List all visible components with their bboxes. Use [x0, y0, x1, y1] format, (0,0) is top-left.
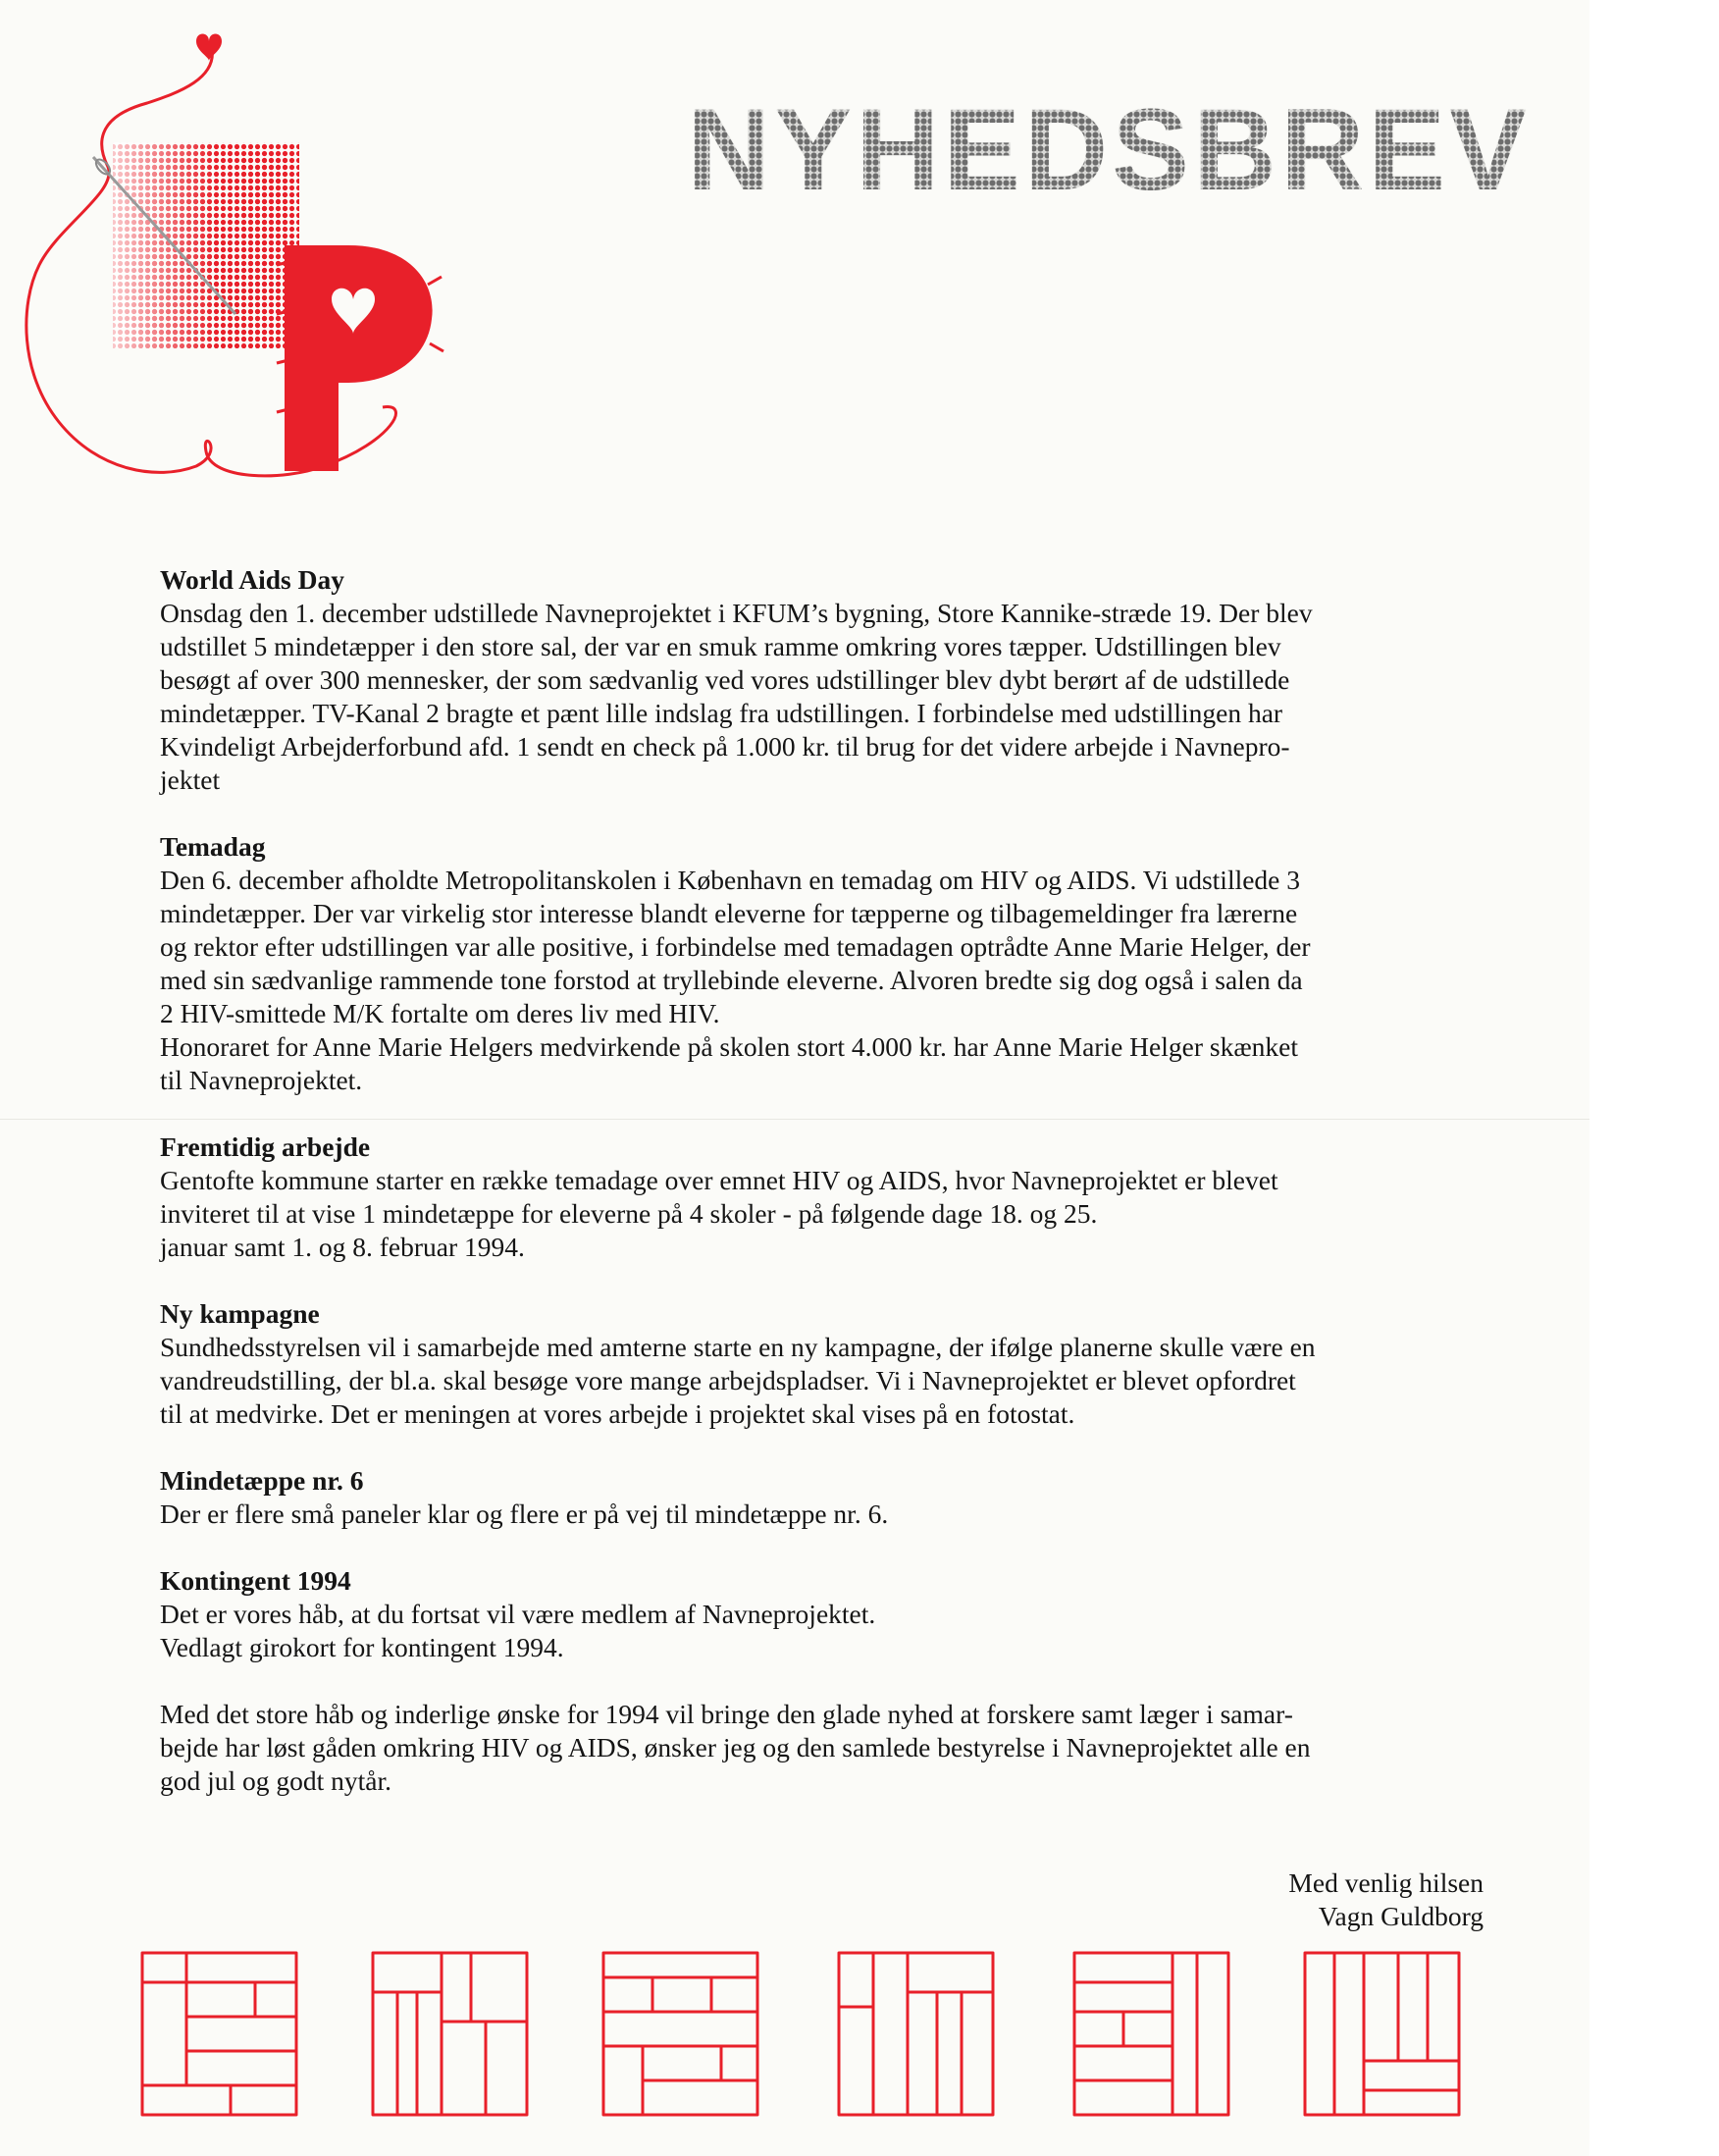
signature-name: Vagn Guldborg — [1318, 1901, 1484, 1931]
text-line: januar samt 1. og 8. februar 1994. — [160, 1232, 525, 1262]
quilt-icon — [142, 1953, 296, 2115]
text-line: Sundhedsstyrelsen vil i samarbejde med amterne starte en ny kampagne, der ifølge planerne skulle være en — [160, 1332, 1316, 1362]
section-heading: Ny kampagne — [160, 1298, 320, 1329]
signature-greeting: Med venlig hilsen — [1288, 1867, 1484, 1898]
text-line: til at medvirke. Det er meningen at vores arbejde i projektet skal vises på en fotostat. — [160, 1398, 1075, 1429]
text-line: og rektor efter udstillingen var alle positive, i forbindelse med temadagen optrådte Anne Marie Helger, der — [160, 931, 1311, 962]
section-text — [160, 1498, 1486, 1531]
section-kontingent — [160, 1564, 1486, 1664]
section-heading: Fremtidig arbejde — [160, 1131, 371, 1162]
masthead-title: NYHEDSBREV — [687, 85, 1531, 215]
section-fremtidig-arbejde — [160, 1131, 1486, 1264]
scan-edge — [1589, 0, 1719, 2156]
quilt-icon — [839, 1953, 993, 2115]
section-text — [160, 864, 1486, 1097]
quilt-panels-row — [137, 1948, 1511, 2125]
letter-p — [285, 245, 433, 471]
text-line: bejde har løst gåden omkring HIV og AIDS, ønsker jeg og den samlede bestyrelse i Navneprojektet alle en — [160, 1732, 1311, 1762]
heart-top — [196, 34, 222, 62]
section-text — [160, 597, 1486, 797]
newsletter-body — [160, 563, 1486, 1798]
quilt-icon — [373, 1953, 527, 2115]
closing-paragraph — [160, 1698, 1486, 1798]
text-line: udstillet 5 mindetæpper i den store sal, der var en smuk ramme omkring vores tæpper. Udstillingen blev — [160, 631, 1281, 661]
section-text — [160, 1331, 1486, 1431]
quilt-icon — [603, 1953, 757, 2115]
signature-block — [1288, 1867, 1484, 1933]
section-heading: Mindetæppe nr. 6 — [160, 1465, 364, 1496]
text-line: Det er vores håb, at du fortsat vil være medlem af Navneprojektet. — [160, 1599, 876, 1629]
section-text — [160, 1598, 1486, 1664]
np-logo — [0, 20, 451, 530]
text-line: Med det store håb og inderlige ønske for 1994 vil bringe den glade nyhed at forskere samt læger i samar- — [160, 1699, 1293, 1729]
section-text — [160, 1164, 1486, 1264]
section-ny-kampagne — [160, 1297, 1486, 1431]
section-heading: Kontingent 1994 — [160, 1565, 351, 1596]
text-line: med sin sædvanlige rammende tone forstod at tryllebinde eleverne. Alvoren bredte sig dog også i salen da — [160, 965, 1303, 995]
text-line: 2 HIV-smittede M/K fortalte om deres liv med HIV. — [160, 998, 720, 1028]
text-line: Den 6. december afholdte Metropolitanskolen i København en temadag om HIV og AIDS. Vi udstillede 3 — [160, 865, 1301, 895]
text-line: Der er flere små paneler klar og flere er på vej til mindetæppe nr. 6. — [160, 1499, 889, 1529]
text-line: Onsdag den 1. december udstillede Navneprojektet i KFUM’s bygning, Store Kannike-stræde 19. Der blev — [160, 598, 1313, 628]
text-line: jektet — [160, 764, 221, 795]
section-world-aids-day — [160, 563, 1486, 797]
text-line: Vedlagt girokort for kontingent 1994. — [160, 1632, 564, 1662]
quilt-icon — [1074, 1953, 1228, 2115]
text-line: mindetæpper. Der var virkelig stor interesse blandt eleverne for tæpperne og tilbagemeldinger fra lærerne — [160, 898, 1298, 928]
text-line: til Navneprojektet. — [160, 1065, 363, 1095]
text-line: Kvindeligt Arbejderforbund afd. 1 sendt en check på 1.000 kr. til brug for det videre arbejde i Navnepro- — [160, 731, 1290, 762]
text-line: besøgt af over 300 mennesker, der som sædvanlig ved vores udstillinger blev dybt berørt af de udstillede — [160, 664, 1290, 695]
text-line: inviteret til at vise 1 mindetæppe for eleverne på 4 skoler - på følgende dage 18. og 25. — [160, 1198, 1098, 1229]
text-line: god jul og godt nytår. — [160, 1765, 392, 1796]
text-line: Honoraret for Anne Marie Helgers medvirkende på skolen stort 4.000 kr. har Anne Marie Helger skænket — [160, 1031, 1299, 1062]
section-mindetaeppe — [160, 1464, 1486, 1531]
text-line: vandreudstilling, der bl.a. skal besøge vore mange arbejdspladser. Vi i Navneprojektet er blevet opfordret — [160, 1365, 1296, 1395]
section-heading: World Aids Day — [160, 564, 344, 595]
section-temadag — [160, 830, 1486, 1097]
quilt-icon — [1305, 1953, 1459, 2115]
masthead — [677, 86, 1540, 214]
section-heading: Temadag — [160, 831, 266, 862]
text-line: Gentofte kommune starter en række temadage over emnet HIV og AIDS, hvor Navneprojektet er blevet — [160, 1165, 1278, 1195]
text-line: mindetæpper. TV-Kanal 2 bragte et pænt lille indslag fra udstillingen. I forbindelse med udstillingen har — [160, 698, 1283, 728]
